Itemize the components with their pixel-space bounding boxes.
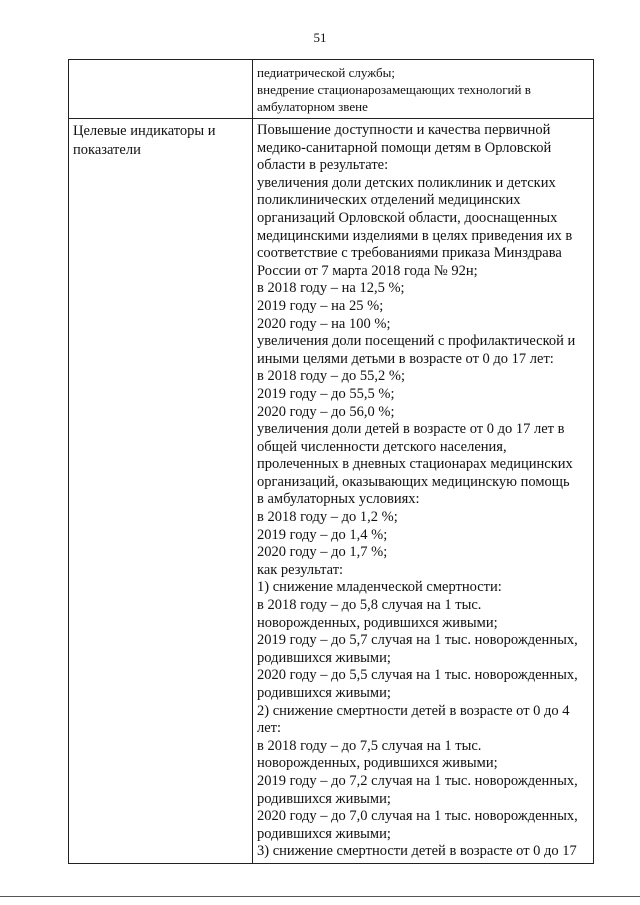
- text-line: 1) снижение младенческой смертности:: [257, 579, 502, 596]
- text-line: иными целями детьми в возрасте от 0 до 17 лет:: [257, 350, 554, 367]
- text-line: 3) снижение смертности детей в возрасте от 0 до 17: [257, 843, 577, 860]
- text-line: в 2018 году – до 5,8 случая на 1 тыс.: [257, 597, 482, 614]
- text-line: 2019 году – до 55,5 %;: [257, 385, 395, 402]
- text-line: Повышение доступности и качества первичной: [257, 122, 551, 138]
- text-line: 2019 году – до 7,2 случая на 1 тыс. новорожденных,: [257, 772, 578, 789]
- text-line: пролеченных в дневных стационарах медицинских: [257, 456, 573, 473]
- table-row: [69, 60, 594, 119]
- text-line: организаций Орловской области, дооснащенных: [257, 209, 558, 226]
- row-text-cell: [253, 119, 594, 864]
- text-line: 2019 году – до 1,4 %;: [257, 526, 388, 543]
- text-line: 2020 году – до 1,7 %;: [257, 544, 388, 561]
- text-line: как результат:: [257, 561, 344, 578]
- text-line: организаций, оказывающих медицинскую помощь: [257, 473, 570, 490]
- text-line: в 2018 году – до 1,2 %;: [257, 509, 398, 526]
- text-line: новорожденных, родившихся живыми;: [257, 755, 498, 772]
- text-line: поликлинических отделений медицинских: [257, 192, 521, 209]
- text-line: увеличения доли детей в возрасте от 0 до 17 лет в: [257, 421, 565, 438]
- text-line: в 2018 году – на 12,5 %;: [257, 280, 405, 297]
- text-line: родившихся живыми;: [257, 649, 391, 666]
- text-line: увеличения доли детских поликлиник и детских: [257, 174, 556, 191]
- text-line: в 2018 году – до 55,2 %;: [257, 368, 406, 385]
- text-line: родившихся живыми;: [257, 685, 391, 701]
- text-line: России от 7 марта 2018 года № 92н;: [257, 262, 478, 279]
- text-line: 2019 году – до 5,7 случая на 1 тыс. новорожденных,: [257, 632, 578, 649]
- text-line: медицинскими изделиями в целях приведения их в: [257, 227, 573, 244]
- text-line: 2020 году – на 100 %;: [257, 315, 391, 332]
- text-line: 2020 году – до 5,5 случая на 1 тыс. новорожденных,: [257, 667, 578, 684]
- text-line: 2) снижение смертности детей в возрасте от 0 до 4: [257, 702, 570, 719]
- text-line: родившихся живыми;: [257, 790, 391, 807]
- text-line: области в результате:: [257, 157, 389, 174]
- text-line: лет:: [257, 720, 282, 737]
- text-line: амбулаторном звене: [257, 99, 368, 114]
- text-line: 2020 году – до 56,0 %;: [257, 403, 395, 420]
- row-label-cell: Целевые индикаторы и показатели: [69, 119, 253, 864]
- text-line: в амбулаторных условиях:: [257, 491, 420, 508]
- table-row: [69, 119, 594, 864]
- row-text-cell: [253, 60, 594, 119]
- text-line: 2019 году – на 25 %;: [257, 297, 384, 314]
- page-number: 51: [313, 30, 327, 45]
- text-line: в 2018 году – до 7,5 случая на 1 тыс.: [257, 737, 482, 754]
- text-line: увеличения доли посещений с профилактической и: [257, 333, 576, 350]
- text-line: медико-санитарной помощи детям в Орловской: [257, 139, 552, 156]
- text-line: общей численности детского населения,: [257, 438, 507, 455]
- text-line: соответствие с требованиями приказа Минздрава: [257, 245, 562, 262]
- text-line: внедрение стационарозамещающих технологий в: [257, 82, 531, 97]
- text-line: новорожденных, родившихся живыми;: [257, 614, 498, 631]
- text-line: родившихся живыми;: [257, 825, 391, 842]
- program-table: [68, 59, 594, 864]
- bottom-divider: [0, 896, 640, 897]
- text-line: педиатрической службы;: [257, 65, 395, 80]
- row-label-cell: [69, 60, 253, 119]
- text-line: 2020 году – до 7,0 случая на 1 тыс. новорожденных,: [257, 808, 578, 825]
